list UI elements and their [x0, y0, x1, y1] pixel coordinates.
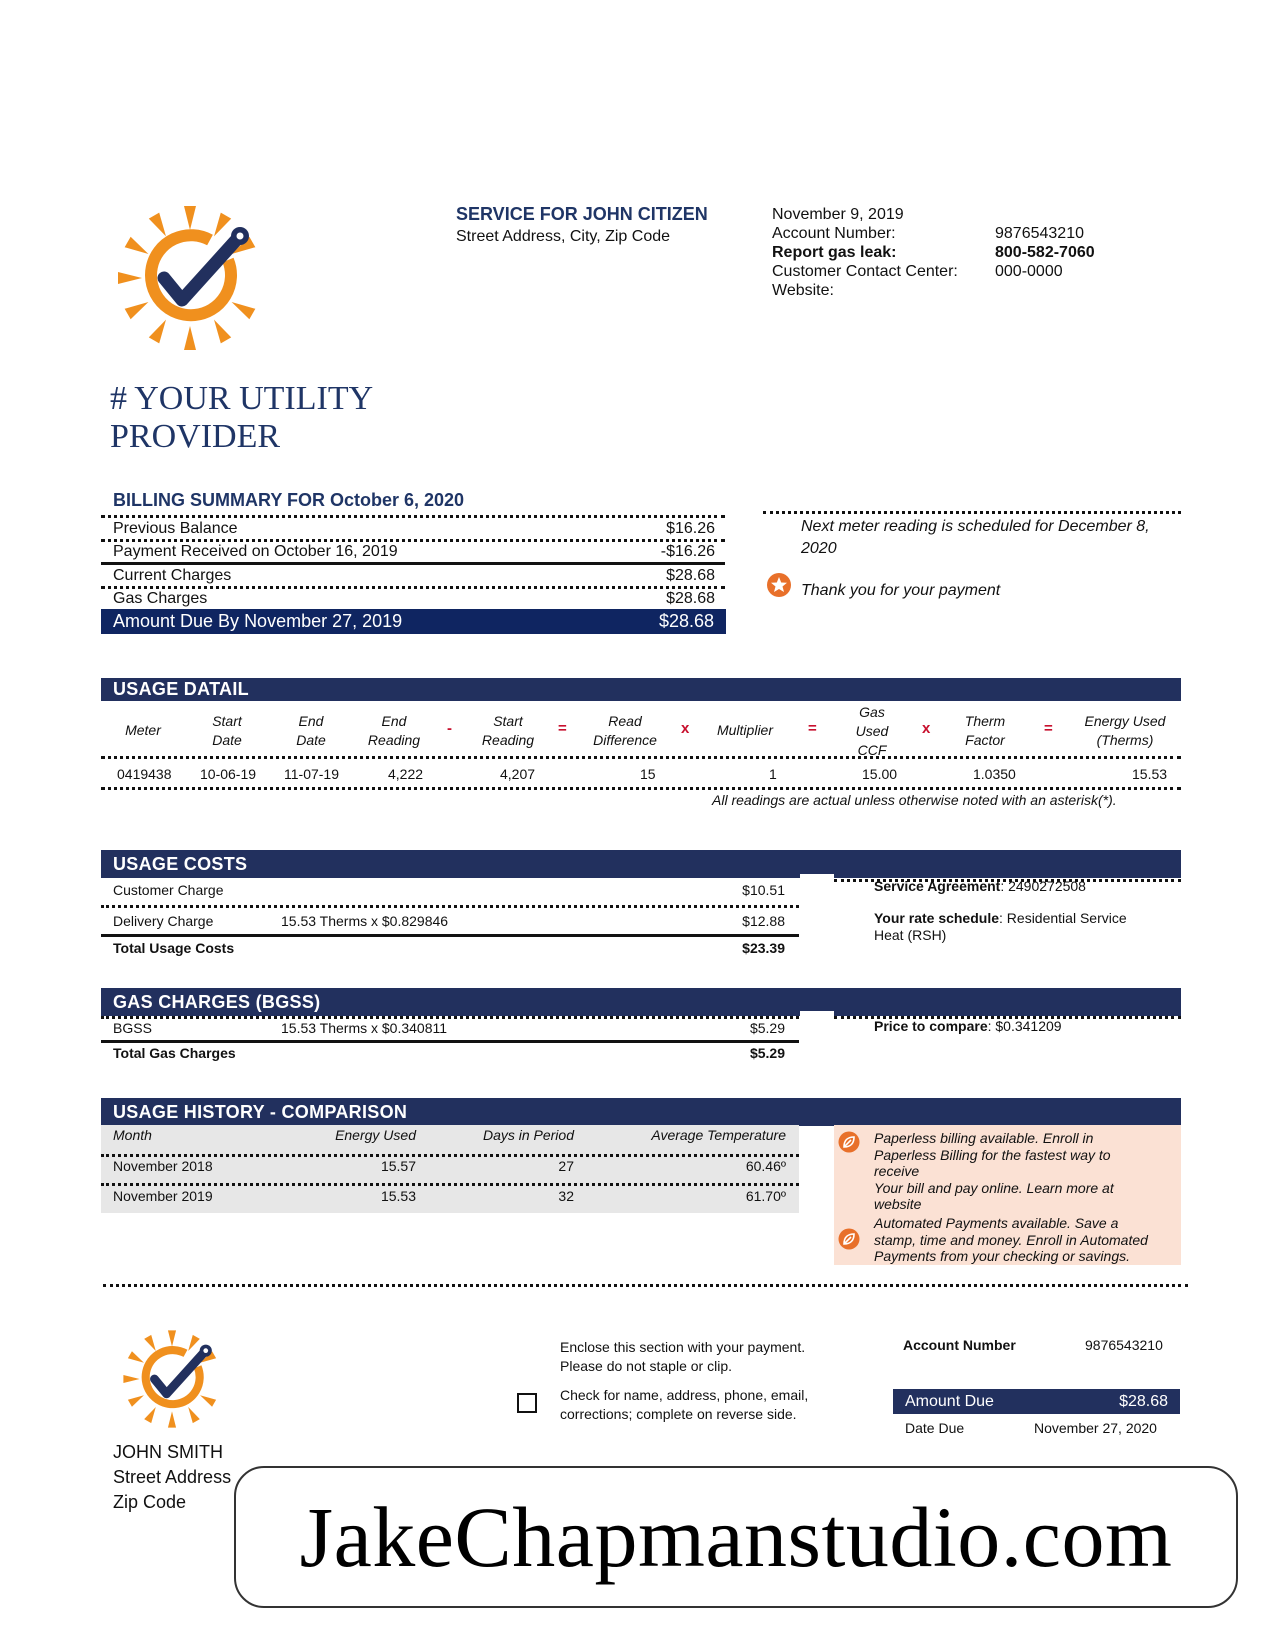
promo-line: Paperless Billing for the fastest way to [874, 1146, 1111, 1163]
usage-costs-bar [101, 850, 1181, 878]
cost-total-value: $23.39 [742, 940, 785, 956]
history-header-days: Days in Period [482, 1127, 574, 1143]
promo-line: receive [874, 1163, 920, 1179]
operator-times: x [922, 720, 931, 737]
history-temp: 60.46º [745, 1158, 786, 1174]
leaf-icon [838, 1131, 860, 1153]
cost-row [113, 911, 785, 931]
detail-meter: 0419438 [117, 766, 172, 782]
usage-detail-bar [101, 678, 1181, 701]
customer-street: Street Address [113, 1467, 232, 1487]
enclose-line: Please do not staple or clip. [560, 1358, 732, 1374]
history-days: 32 [558, 1188, 574, 1204]
enclose-note [560, 1338, 805, 1376]
usage-detail-title: USAGE DATAIL [113, 679, 249, 699]
history-divider [101, 1183, 799, 1186]
service-agreement-label: Service Agreement [874, 878, 1001, 894]
promo-line: Payments from your checking or savings. [874, 1248, 1130, 1264]
notice-divider [763, 511, 1181, 514]
promo-line: Automated Payments available. Save a [874, 1215, 1119, 1231]
bill-date: November 9, 2019 [772, 206, 904, 223]
account-number-label: Account Number: [772, 225, 896, 242]
amount-due-value: $28.68 [658, 611, 714, 631]
rate-schedule [874, 910, 1127, 944]
billing-row [113, 589, 715, 609]
cost-total-row [113, 938, 785, 958]
history-divider [101, 1154, 799, 1157]
cost-divider [101, 934, 799, 937]
detail-energy-used: 15.53 [1132, 766, 1168, 782]
rate-schedule-value: : Residential Service [999, 910, 1127, 926]
detail-multiplier: 1 [769, 766, 777, 782]
customer-name: JOHN SMITH [113, 1442, 223, 1462]
operator-times: x [681, 720, 690, 737]
service-agreement [874, 878, 1086, 894]
account-values [995, 224, 1095, 281]
operator-minus: - [447, 720, 452, 737]
usage-costs-gap [800, 874, 834, 880]
corrections-line: Check for name, address, phone, email, [560, 1387, 809, 1403]
header-end-reading: End Reading [367, 713, 421, 748]
history-month: November 2019 [113, 1188, 213, 1204]
website-label: Website: [772, 282, 834, 299]
provider-name-line1: # YOUR UTILITY [110, 380, 374, 417]
provider-name-line2: PROVIDER [110, 418, 281, 455]
stub-amount-due-bar [893, 1389, 1180, 1414]
detail-gas-used: 15.00 [862, 766, 898, 782]
account-number-value: 9876543210 [995, 225, 1084, 242]
cost-row [113, 880, 785, 900]
sun-check-logo [118, 1325, 226, 1433]
enclose-line: Enclose this section with your payment. [560, 1339, 806, 1355]
cost-row-value: $10.51 [742, 882, 785, 898]
detail-end-reading: 4,222 [388, 766, 424, 782]
detail-divider [101, 756, 1181, 759]
header-start-date: Start Date [212, 713, 242, 748]
meter-reading-notice: Next meter reading is scheduled for December 8, 2020 [801, 518, 1150, 557]
promo-line: website [874, 1196, 922, 1212]
service-agreement-value: : 2490272508 [1000, 878, 1086, 894]
history-header-energy: Energy Used [335, 1127, 416, 1143]
gas-total-label: Total Gas Charges [113, 1045, 236, 1061]
corrections-note [560, 1386, 808, 1424]
history-header-temp: Average Temperature [651, 1127, 786, 1143]
contact-center-label: Customer Contact Center: [772, 263, 958, 280]
billing-row-label: Gas Charges [113, 590, 208, 607]
detail-start-date: 10-06-19 [200, 766, 257, 782]
cost-row-value: $12.88 [742, 913, 785, 929]
gas-charges-gap [800, 1011, 834, 1017]
operator-equals: = [808, 720, 817, 737]
billing-row-label: Payment Received on October 16, 2019 [113, 543, 398, 560]
stub-date-due-value: November 27, 2020 [1034, 1420, 1157, 1436]
stub-account-label: Account Number [903, 1337, 1016, 1353]
header-multiplier: Multiplier [716, 722, 773, 738]
customer-address [113, 1440, 231, 1515]
promo-line: Your bill and pay online. Learn more at [874, 1179, 1114, 1196]
billing-row-value: $28.68 [666, 567, 715, 584]
billing-row-value: $28.68 [666, 590, 715, 607]
cost-divider [101, 905, 799, 908]
history-days: 27 [558, 1158, 574, 1174]
thanks-notice: Thank you for your payment [801, 582, 1001, 599]
service-for-title: SERVICE FOR JOHN CITIZEN [456, 204, 708, 224]
star-icon [766, 572, 792, 598]
gas-row-value: $5.29 [749, 1020, 785, 1036]
billing-divider [101, 515, 725, 518]
stub-date-due-label: Date Due [905, 1420, 965, 1436]
history-header-month: Month [113, 1127, 152, 1143]
stub-amount-due-label: Amount Due [905, 1392, 994, 1410]
history-energy: 15.53 [380, 1188, 416, 1204]
billing-summary-title: BILLING SUMMARY FOR October 6, 2020 [113, 490, 465, 510]
watermark-box [234, 1466, 1238, 1608]
watermark-text: JakeChapmanstudio.com [299, 1489, 1173, 1585]
detail-start-reading: 4,207 [500, 766, 536, 782]
detail-end-date: 11-07-19 [284, 766, 340, 782]
sun-check-logo [110, 198, 270, 358]
rate-schedule-label: Your rate schedule [874, 910, 1000, 926]
usage-history-title: USAGE HISTORY - COMPARISON [113, 1102, 408, 1122]
rate-schedule-value-line2: Heat (RSH) [874, 927, 947, 943]
header-start-reading: Start Reading [481, 713, 535, 748]
customer-zip: Zip Code [113, 1492, 187, 1512]
header-read-difference: Read Difference [593, 713, 657, 748]
billing-row [113, 542, 715, 562]
header-end-date: End Date [296, 713, 326, 748]
detail-read-difference: 15 [640, 766, 656, 782]
billing-row-label: Previous Balance [113, 520, 238, 537]
promo-autopay [874, 1215, 1180, 1265]
gas-charges-title: GAS CHARGES (BGSS) [113, 992, 321, 1012]
cost-total-label: Total Usage Costs [113, 940, 235, 956]
corrections-checkbox[interactable] [517, 1393, 537, 1413]
header-energy-used: Energy Used (Therms) [1084, 713, 1166, 748]
corrections-line: corrections; complete on reverse side. [560, 1406, 797, 1422]
leaf-icon [838, 1228, 860, 1250]
stub-amount-due-value: $28.68 [1119, 1392, 1168, 1410]
gas-row [113, 1018, 785, 1038]
cost-row-label: Customer Charge [113, 882, 224, 898]
amount-due-bar [101, 609, 726, 634]
billing-row [113, 566, 715, 586]
header-therm-factor: Therm Factor [964, 713, 1006, 748]
cost-row-detail: 15.53 Therms x $0.829846 [281, 913, 449, 929]
billing-row-value: -$16.26 [660, 543, 715, 560]
detail-therm-factor: 1.0350 [973, 766, 1016, 782]
usage-history-bar [101, 1098, 1181, 1126]
service-address: Street Address, City, Zip Code [456, 228, 671, 245]
amount-due-label: Amount Due By November 27, 2019 [113, 611, 403, 631]
header-meter: Meter [125, 722, 161, 738]
gas-leak-label: Report gas leak: [772, 244, 897, 261]
price-compare-value: : $0.341209 [987, 1018, 1062, 1034]
price-to-compare [874, 1018, 1062, 1034]
provider-name [110, 380, 373, 456]
billing-row-label: Current Charges [113, 567, 232, 584]
account-info [772, 205, 958, 300]
promo-line: Paperless billing available. Enroll in [874, 1130, 1094, 1146]
operator-equals: = [558, 720, 567, 737]
gas-row-detail: 15.53 Therms x $0.340811 [281, 1020, 448, 1036]
promo-paperless [874, 1130, 1174, 1213]
billing-divider [101, 562, 725, 565]
history-energy: 15.57 [380, 1158, 416, 1174]
readings-note: All readings are actual unless otherwise noted with an asterisk(*). [712, 792, 1117, 808]
gas-total-row [113, 1043, 785, 1063]
detail-divider [101, 787, 1181, 790]
header-gas-used: Gas Used CCF [855, 704, 889, 758]
stub-account-value: 9876543210 [1085, 1337, 1163, 1353]
tear-line [103, 1284, 1188, 1287]
gas-charges-bar [101, 988, 1181, 1016]
history-temp: 61.70º [745, 1188, 786, 1204]
cost-row-label: Delivery Charge [113, 913, 214, 929]
billing-row-value: $16.26 [666, 520, 715, 537]
gas-leak-phone: 800-582-7060 [995, 244, 1095, 261]
gas-row-label: BGSS [113, 1020, 152, 1036]
history-month: November 2018 [113, 1158, 213, 1174]
gas-total-value: $5.29 [749, 1045, 785, 1061]
operator-equals: = [1044, 720, 1053, 737]
billing-row [113, 519, 715, 539]
usage-costs-title: USAGE COSTS [113, 854, 248, 874]
contact-center-value: 000-0000 [995, 263, 1063, 280]
promo-line: stamp, time and money. Enroll in Automated [874, 1231, 1148, 1248]
price-compare-label: Price to compare [874, 1018, 988, 1034]
